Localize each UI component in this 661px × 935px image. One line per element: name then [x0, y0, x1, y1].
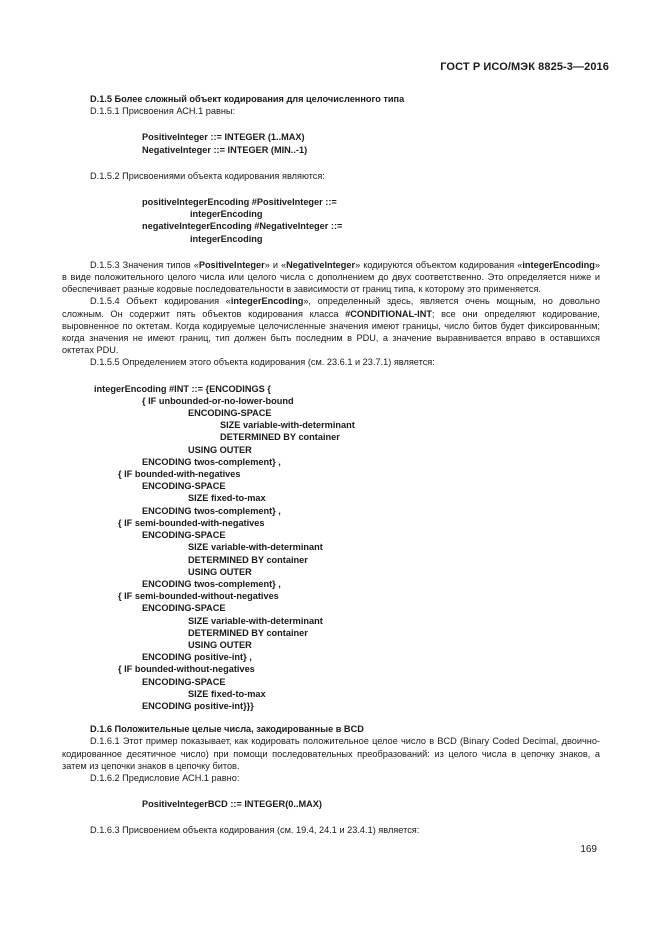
code-line: ENCODING-SPACE: [142, 676, 226, 687]
code-line: USING OUTER: [188, 566, 252, 577]
code-line: ENCODING twos-complement} ,: [142, 505, 281, 516]
code-line: negativeIntegerEncoding #NegativeInteger ::=: [142, 221, 343, 232]
code-line: ENCODING-SPACE: [188, 408, 272, 419]
code-line: positiveIntegerEncoding #PositiveInteger ::=: [142, 197, 337, 208]
code-line: { IF unbounded-or-no-lower-bound: [142, 395, 294, 406]
code-line: USING OUTER: [188, 444, 252, 455]
paragraph-d161: D.1.6.1 Этот пример показывает, как кодировать положительное целое число в BCD (Binary Coded Decimal, двоично-кодированное десятичное число) при помощи последовательных преобразований: из целого числа в цепочку знаков, а затем из цепочки знаков в цепочку битов.: [62, 736, 600, 771]
code-line: SIZE variable-with-determinant: [188, 542, 323, 553]
code-line: DETERMINED BY container: [188, 627, 308, 638]
code-line: { IF semi-bounded-with-negatives: [118, 517, 265, 528]
code-line: integerEncoding: [190, 233, 263, 244]
code-line: ENCODING positive-int}}}: [142, 700, 254, 711]
paragraph-d155: D.1.5.5 Определением этого объекта кодирования (см. 23.6.1 и 23.7.1) является:: [90, 357, 435, 368]
code-line: integerEncoding #INT ::= {ENCODINGS {: [94, 383, 271, 394]
code-block-bcd: [62, 798, 600, 810]
paragraph-d162: D.1.6.2 Предисловие АСН.1 равно:: [90, 772, 240, 783]
code-line: SIZE variable-with-determinant: [188, 615, 323, 626]
document-body: [62, 93, 600, 837]
code-line: { IF semi-bounded-without-negatives: [118, 591, 279, 602]
paragraph-d151: D.1.5.1 Присвоения АСН.1 равны:: [90, 106, 236, 117]
code-line: ENCODING twos-complement} ,: [142, 456, 281, 467]
code-line: ENCODING positive-int} ,: [142, 652, 252, 663]
code-line: DETERMINED BY container: [220, 432, 340, 443]
code-line: NegativeInteger ::= INTEGER (MIN..-1): [142, 144, 308, 155]
code-block-integer-encoding: [62, 383, 600, 712]
code-line: PositiveInteger ::= INTEGER (1..MAX): [142, 132, 305, 143]
code-line: SIZE fixed-to-max: [188, 493, 266, 504]
code-line: integerEncoding: [190, 209, 263, 220]
code-line: PositiveIntegerBCD ::= INTEGER(0..MAX): [142, 799, 322, 810]
code-line: SIZE variable-with-determinant: [220, 420, 355, 431]
code-line: ENCODING-SPACE: [142, 603, 226, 614]
code-line: DETERMINED BY container: [188, 554, 308, 565]
paragraph-d163: D.1.6.3 Присвоением объекта кодирования (см. 19.4, 24.1 и 23.4.1) является:: [90, 825, 420, 836]
code-line: ENCODING-SPACE: [142, 481, 226, 492]
document-header: ГОСТ Р ИСО/МЭК 8825-3—2016: [440, 61, 609, 73]
paragraph-d154: D.1.5.4 Объект кодирования «integerEncoding», определенный здесь, является очень мощным, но довольно сложным. Он содержит пять объектов кодирования класса #CONDITIONAL-INT; все они определяют кодирование, выровненное по октетам. Когда кодируемые целочисленные значения имеют границы, число битов будет фиксированным; когда значения не имеют границ, тип должен быть последним в PDU, а значение выравнивается вправо в оставшихся октетах PDU.: [62, 296, 600, 356]
code-line: ENCODING-SPACE: [142, 530, 226, 541]
code-line: ENCODING twos-complement} ,: [142, 578, 281, 589]
paragraph-d153: D.1.5.3 Значения типов «PositiveInteger» и «NegativeInteger» кодируются объектом кодирования «integerEncoding» в виде положительного целого числа или целого числа с дополнением до двух соответственно. Это определяется ниже и обеспечивает разные кодовые последовательности в зависимости от границ типа, к которому это применяется.: [62, 259, 600, 295]
paragraph-d152: D.1.5.2 Присвоениями объекта кодирования являются:: [90, 170, 325, 181]
section-title-d16: D.1.6 Положительные целые числа, закодированные в BCD: [90, 724, 364, 735]
page-number: 169: [580, 844, 597, 855]
section-title-d15: D.1.5 Более сложный объект кодирования для целочисленного типа: [90, 94, 405, 104]
code-block-encoding-assignments: [62, 196, 600, 245]
code-block-asn1: [62, 131, 600, 155]
code-line: { IF bounded-with-negatives: [118, 469, 241, 480]
code-line: USING OUTER: [188, 639, 252, 650]
code-line: { IF bounded-without-negatives: [118, 664, 255, 675]
code-line: SIZE fixed-to-max: [188, 688, 266, 699]
